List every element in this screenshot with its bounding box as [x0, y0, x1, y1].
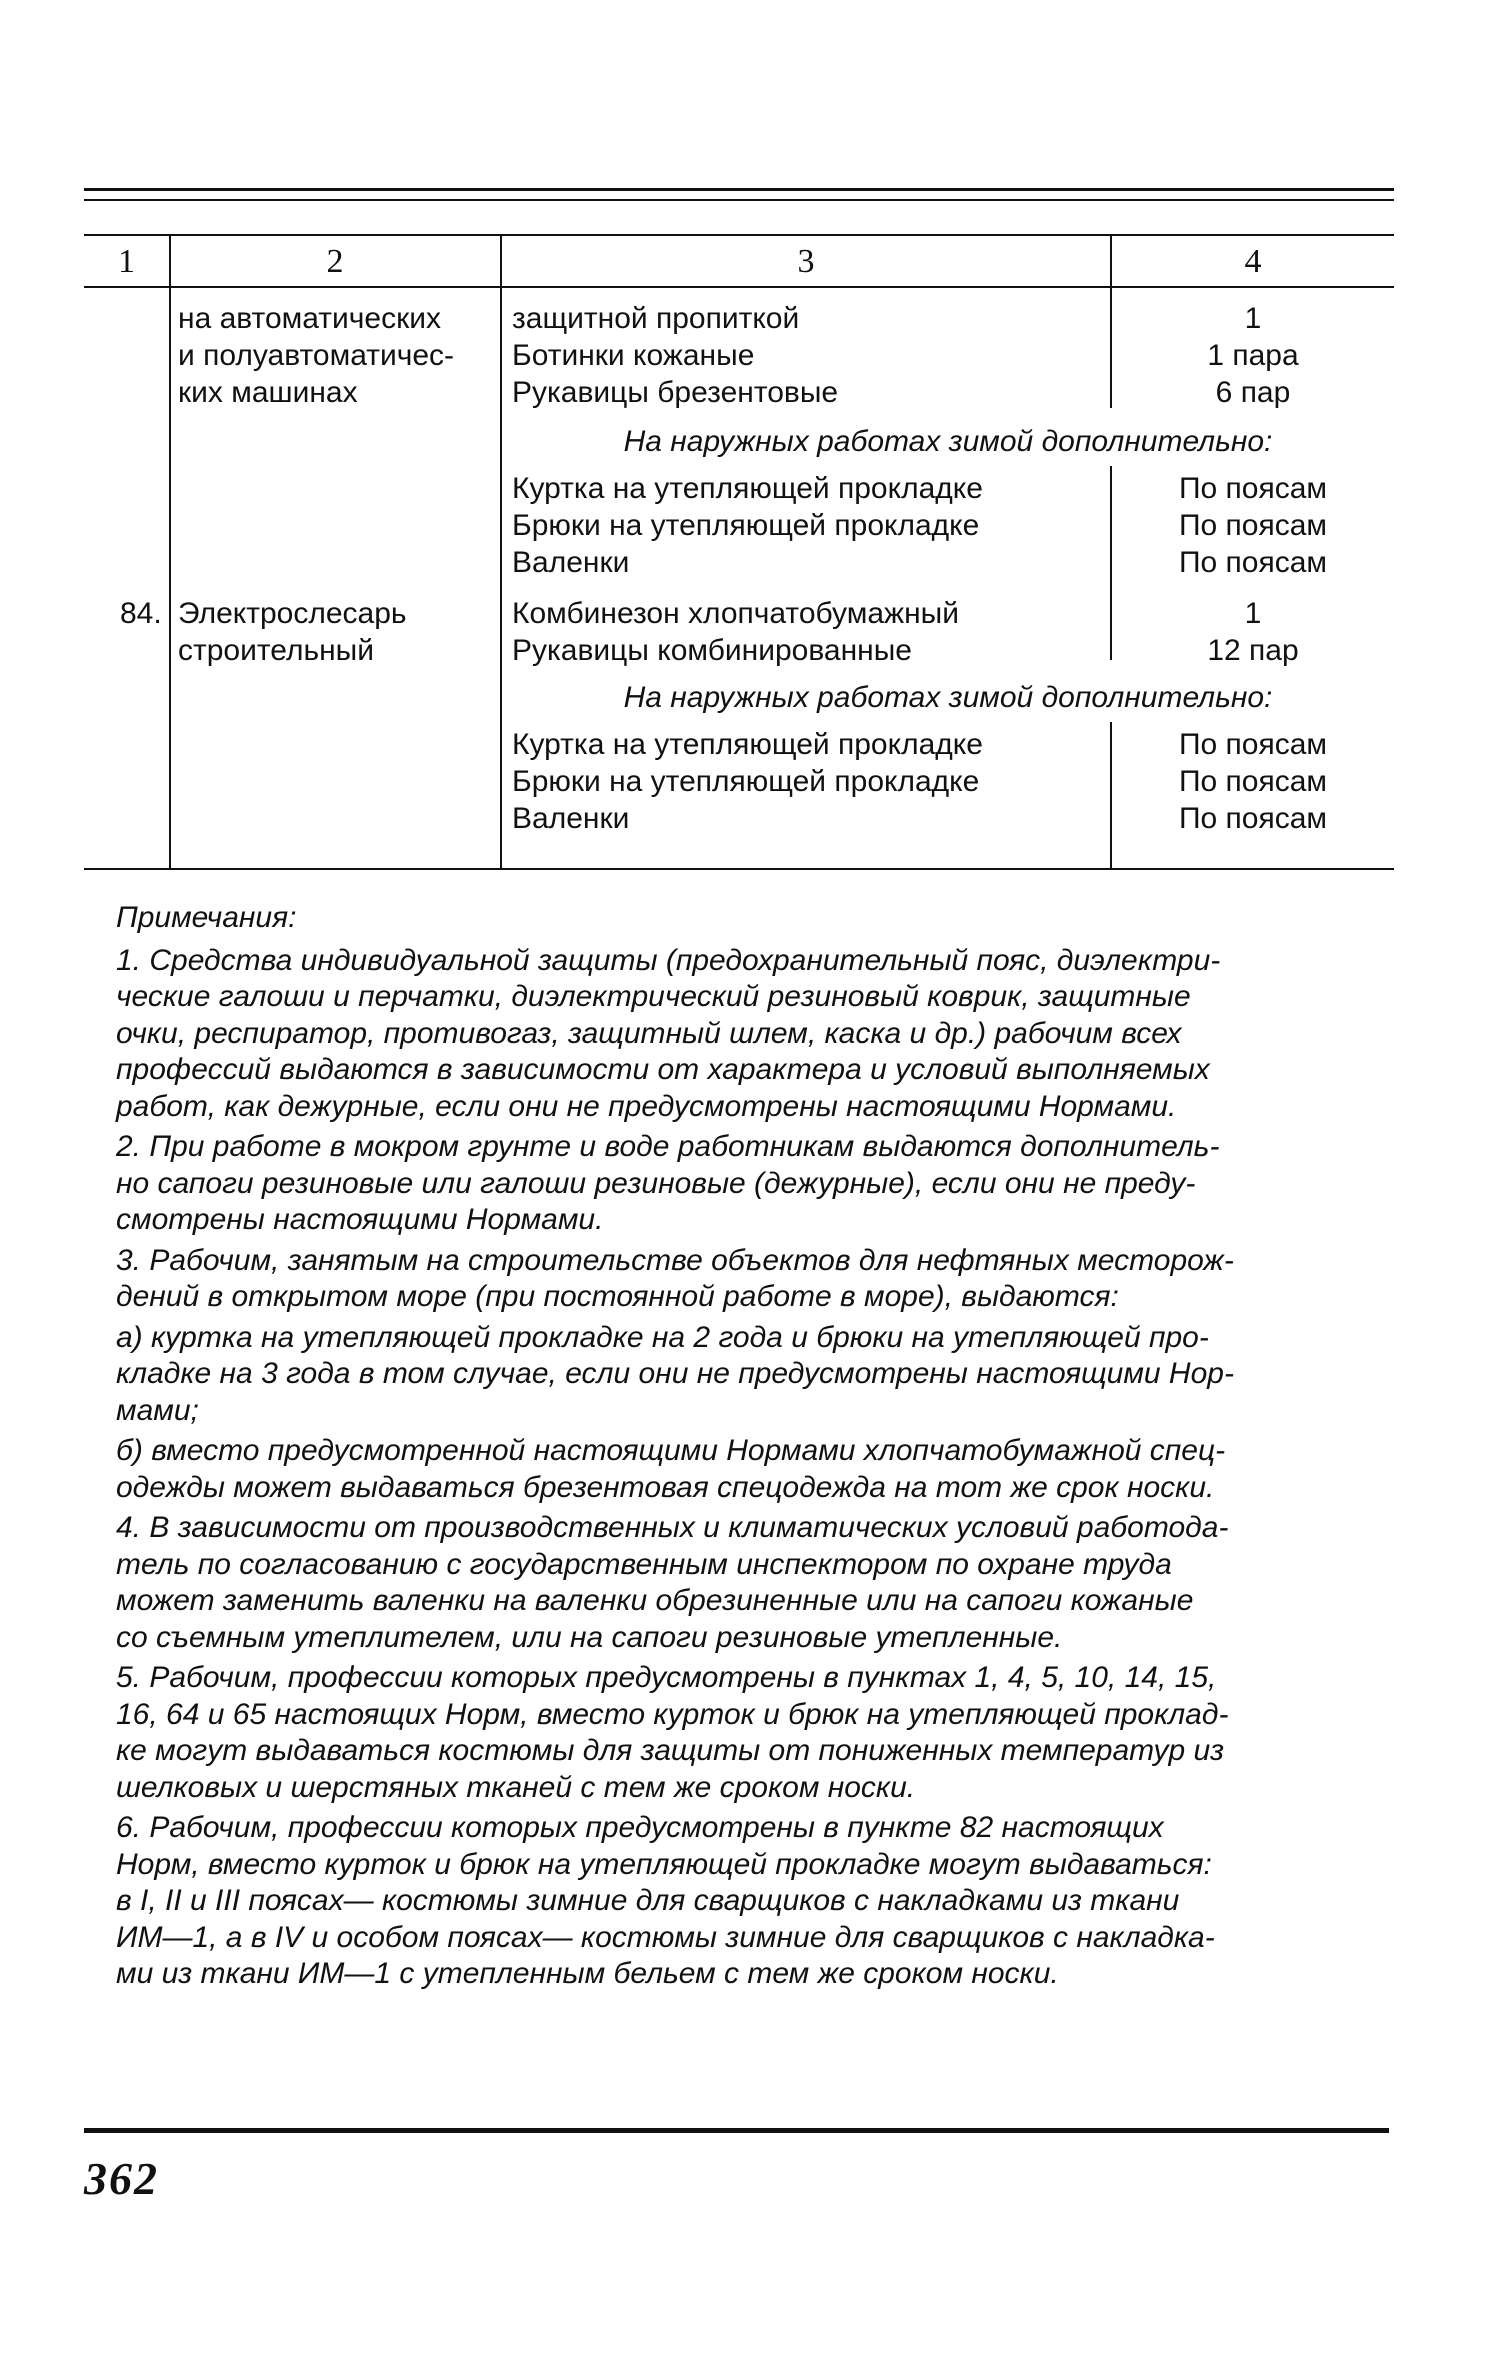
row-84-winter-item-qty: По поясам	[1178, 802, 1328, 835]
header-col-4: 4	[1244, 243, 1262, 280]
note-line: но сапоги резиновые или галоши резиновые (дежурные), если они не преду-	[116, 1166, 1196, 1200]
item-name: Ботинки кожаные	[512, 339, 755, 372]
winter-item-name: Брюки на утепляющей прокладке	[512, 509, 980, 542]
row-84-winter-label: На наружных работах зимой дополнительно:	[623, 681, 1273, 714]
note-paragraph	[116, 943, 1416, 1126]
note-line: а) куртка на утепляющей прокладке на 2 года и брюки на утепляющей про-	[116, 1320, 1209, 1354]
note-paragraph	[116, 1660, 1416, 1806]
note-line: ческие галоши и перчатки, диэлектрический резиновый коврик, защитные	[116, 980, 1191, 1013]
note-line: мами;	[116, 1393, 199, 1427]
top-rule-1	[84, 188, 1394, 191]
note-paragraph	[116, 1320, 1416, 1430]
note-line: 3. Рабочим, занятым на строительстве объектов для нефтяных месторож-	[116, 1243, 1234, 1277]
note-line: 5. Рабочим, профессии которых предусмотрены в пунктах 1, 4, 5, 10, 14, 15,	[116, 1661, 1217, 1694]
note-line: 6. Рабочим, профессии которых предусмотрены в пункте 82 настоящих	[116, 1811, 1164, 1844]
profession-cont-line-3: ких машинах	[178, 376, 358, 409]
col-sep-2	[500, 234, 502, 870]
row-84-item-name: Рукавицы комбинированные	[512, 634, 912, 667]
note-line: одежды может выдаваться брезентовая спецодежда на тот же срок носки.	[116, 1470, 1215, 1504]
note-line: Норм, вместо курток и брюк на утепляющей прокладке могут выдаваться:	[116, 1847, 1212, 1881]
header-bottom-rule	[84, 286, 1394, 288]
note-line: со съемным утеплителем, или на сапоги резиновые утепленные.	[116, 1620, 1063, 1654]
footer-rule	[84, 2128, 1389, 2133]
winter-item-name: Куртка на утепляющей прокладке	[512, 472, 983, 505]
header-col-3: 3	[797, 243, 815, 280]
note-line: 1. Средства индивидуальной защиты (предохранительный пояс, диэлектри-	[116, 943, 1221, 977]
notes-title: Примечания:	[116, 901, 297, 934]
note-line: 4. В зависимости от производственных и климатических условий работода-	[116, 1511, 1229, 1544]
note-line: очки, респиратор, противогаз, защитный шлем, каска и др.) рабочим всех	[116, 1016, 1182, 1050]
row-84-winter-item-name: Куртка на утепляющей прокладке	[512, 728, 983, 761]
note-line: ке могут выдаваться костюмы для защиты от пониженных температур из	[116, 1734, 1225, 1767]
note-line: ИМ—1, а в IV и особом поясах— костюмы зимние для сварщиков с накладка-	[116, 1920, 1215, 1954]
row-84-winter-item-name: Брюки на утепляющей прокладке	[512, 765, 980, 798]
winter-item-name: Валенки	[512, 546, 630, 579]
table-bottom-rule	[84, 868, 1394, 870]
winter-item-qty: По поясам	[1178, 546, 1328, 579]
note-paragraph	[116, 1510, 1416, 1656]
row-84-item-name: Комбинезон хлопчатобумажный	[512, 597, 959, 630]
page-number: 362	[84, 2153, 159, 2204]
note-line: б) вместо предусмотренной настоящими Нормами хлопчатобумажной спец-	[116, 1434, 1226, 1467]
note-line: работ, как дежурные, если они не предусмотрены настоящими Нормами.	[116, 1089, 1177, 1123]
header-top-rule	[84, 234, 1394, 236]
row-84-item-qty: 1	[1244, 597, 1262, 630]
note-line: ми из ткани ИМ—1 с утепленным бельем с тем же сроком носки.	[116, 1957, 1059, 1990]
row-84-number: 84.	[120, 597, 162, 630]
note-line: в I, II и III поясах— костюмы зимние для сварщиков с накладками из ткани	[116, 1884, 1180, 1917]
note-line: дений в открытом море (при постоянной работе в море), выдаются:	[116, 1280, 1119, 1313]
winter-label: На наружных работах зимой дополнительно:	[623, 425, 1273, 458]
note-line: 2. При работе в мокром грунте и воде работникам выдаются дополнитель-	[116, 1130, 1220, 1163]
item-qty: 1 пара	[1207, 339, 1299, 372]
note-line: смотрены настоящими Нормами.	[116, 1203, 604, 1236]
header-col-1: 1	[118, 243, 135, 280]
notes-section	[116, 900, 1416, 1997]
note-line: профессий выдаются в зависимости от характера и условий выполняемых	[116, 1053, 1210, 1086]
winter-item-qty: По поясам	[1178, 472, 1328, 505]
note-line: кладке на 3 года в том случае, если они не предусмотрены настоящими Нор-	[116, 1357, 1234, 1390]
note-paragraph	[116, 1129, 1416, 1239]
note-line: тель по согласованию с государственным инспектором по охране труда	[116, 1547, 1172, 1581]
note-line: 16, 64 и 65 настоящих Норм, вместо курток и брюк на утепляющей проклад-	[116, 1697, 1229, 1731]
item-name: защитной пропиткой	[512, 302, 800, 335]
row-84-item-qty: 12 пар	[1207, 634, 1299, 667]
profession-cont-line-2: и полуавтоматичес-	[178, 339, 455, 372]
item-name: Рукавицы брезентовые	[512, 376, 839, 409]
header-col-2: 2	[326, 243, 344, 280]
note-line: шелковых и шерстяных тканей с тем же сроком носки.	[116, 1770, 916, 1804]
row-84-winter-item-qty: По поясам	[1178, 765, 1328, 798]
note-line: может заменить валенки на валенки обрезиненные или на сапоги кожаные	[116, 1584, 1194, 1617]
item-qty: 1	[1244, 302, 1262, 335]
row-84-winter-item-qty: По поясам	[1178, 728, 1328, 761]
note-paragraph	[116, 1810, 1416, 1993]
note-paragraph	[116, 1433, 1416, 1506]
winter-item-qty: По поясам	[1178, 509, 1328, 542]
row-84-profession-line-1: Электрослесарь	[178, 597, 407, 630]
profession-cont-line-1: на автоматических	[178, 302, 441, 335]
note-paragraph	[116, 1243, 1416, 1316]
row-84-winter-item-name: Валенки	[512, 802, 630, 835]
col-sep-1	[169, 234, 171, 870]
item-qty: 6 пар	[1215, 376, 1291, 409]
top-rule-2	[84, 199, 1394, 201]
row-84-profession-line-2: строительный	[178, 634, 374, 667]
